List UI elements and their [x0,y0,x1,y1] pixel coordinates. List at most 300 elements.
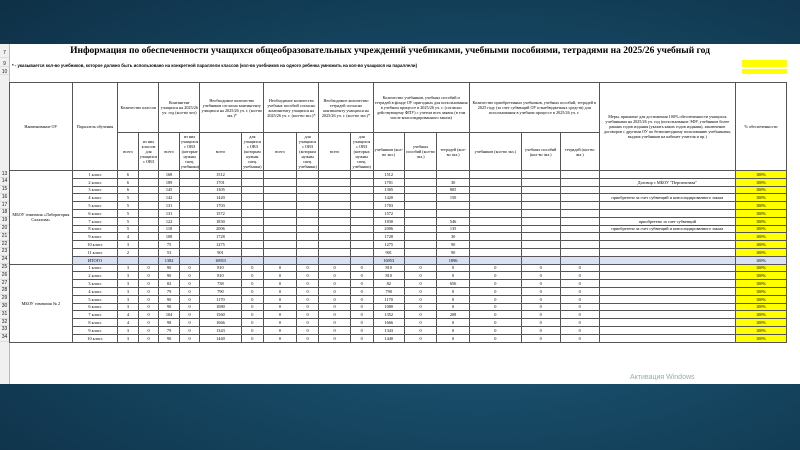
cell-pc[interactable]: 100% [735,233,786,241]
cell-nto[interactable]: 0 [350,334,373,342]
school-name-cell[interactable]: МБОУ гимназия № 2 [10,264,73,342]
cell-s[interactable]: 53 [159,248,180,256]
cell-ms[interactable]: Договор с МБОУ "Перспектива" [599,178,735,186]
cell-mno[interactable]: 0 [296,272,319,280]
cell-am[interactable] [521,202,560,210]
cell-an[interactable] [560,233,599,241]
cell-p[interactable]: 10 класс [72,241,117,249]
cell-fm[interactable]: 0 [404,295,436,303]
cell-tb[interactable]: 1170 [200,295,241,303]
cell-s[interactable]: 79 [159,287,180,295]
cell-s[interactable]: 90 [159,303,180,311]
cell-ov[interactable]: 0 [138,264,159,272]
cell-tbo[interactable] [241,217,264,225]
row-number[interactable]: 30 [1,303,8,310]
cell-fn[interactable]: 0 [437,303,469,311]
cell-nt[interactable]: 0 [319,311,350,319]
row-number[interactable]: 25 [1,264,8,271]
cell-so[interactable] [179,186,200,194]
cell-ov[interactable]: 0 [138,326,159,334]
cell-so[interactable] [179,194,200,202]
cell-fm[interactable]: 0 [404,334,436,342]
cell-s[interactable]: 131 [159,202,180,210]
cell-am[interactable] [521,225,560,233]
cell-tbo[interactable] [241,225,264,233]
cell-ft[interactable]: 790 [373,287,404,295]
cell-am[interactable] [521,186,560,194]
cell-at[interactable] [469,171,521,179]
cell-mn[interactable]: 0 [264,280,296,288]
cell-pc[interactable]: 100% [735,272,786,280]
cell-pc[interactable]: 100% [735,225,786,233]
cell-ms[interactable] [599,295,735,303]
cell-fm[interactable] [404,233,436,241]
cell-fm[interactable] [404,186,436,194]
cell-pc[interactable]: 100% [735,303,786,311]
cell-fm[interactable] [404,217,436,225]
cell-tbo[interactable] [241,171,264,179]
cell-tb[interactable]: 1572 [200,209,241,217]
cell-nt[interactable] [319,241,350,249]
cell-tb[interactable]: 1666 [200,319,241,327]
cell-ft[interactable]: 1572 [373,209,404,217]
cell-am[interactable]: 0 [521,334,560,342]
cell-ft[interactable]: 1352 [373,311,404,319]
cell-nto[interactable]: 0 [350,264,373,272]
cell-fm[interactable] [404,209,436,217]
cell-ft[interactable]: 1830 [373,217,404,225]
cell-fn[interactable]: 135 [437,225,469,233]
cell-ms[interactable] [599,287,735,295]
cell-am[interactable]: 0 [521,272,560,280]
cell-tbo[interactable] [241,194,264,202]
cell-ft[interactable]: 82 [373,280,404,288]
cell-tb[interactable]: 810 [200,264,241,272]
cell-pc[interactable]: 100% [735,311,786,319]
cell-at[interactable] [469,225,521,233]
cell-am[interactable]: 0 [521,319,560,327]
cell-nt[interactable] [319,209,350,217]
cell-tbo[interactable] [241,209,264,217]
row-number[interactable]: 31 [1,310,8,317]
cell-nto[interactable] [350,233,373,241]
row-number[interactable]: 33 [1,326,8,333]
cell-am[interactable]: 0 [521,287,560,295]
cell-tb[interactable]: 1701 [200,178,241,186]
cell-tbo[interactable] [241,256,264,264]
cell-at[interactable] [469,186,521,194]
cell-tb[interactable]: 901 [200,248,241,256]
cell-c[interactable]: 3 [118,241,139,249]
cell-ms[interactable] [599,319,735,327]
cell-an[interactable]: 0 [560,319,599,327]
cell-ft[interactable]: 1343 [373,326,404,334]
cell-nto[interactable]: 0 [350,280,373,288]
cell-mn[interactable] [264,256,296,264]
cell-so[interactable] [179,209,200,217]
cell-nt[interactable]: 0 [319,334,350,342]
cell-ov[interactable]: 0 [138,287,159,295]
cell-fn[interactable]: 150 [437,194,469,202]
row-number[interactable]: 32 [1,318,8,325]
cell-pc[interactable]: 100% [735,194,786,202]
cell-fn[interactable]: 546 [437,217,469,225]
cell-nto[interactable]: 0 [350,272,373,280]
cell-p[interactable]: 11 класс [72,248,117,256]
cell-p[interactable]: 2 класс [72,272,117,280]
cell-tbo[interactable] [241,241,264,249]
cell-mno[interactable] [296,248,319,256]
cell-an[interactable] [560,248,599,256]
cell-c[interactable]: 5 [118,202,139,210]
cell-pc[interactable]: 100% [735,264,786,272]
cell-tbo[interactable]: 0 [241,326,264,334]
cell-so[interactable] [179,233,200,241]
cell-p[interactable]: 8 класс [72,319,117,327]
cell-fn[interactable]: 805 [437,186,469,194]
cell-ov[interactable] [138,225,159,233]
cell-at[interactable]: 0 [469,295,521,303]
cell-ov[interactable]: 0 [138,280,159,288]
cell-fn[interactable] [437,171,469,179]
cell-s[interactable]: 75 [159,241,180,249]
cell-ov[interactable] [138,248,159,256]
cell-fm[interactable] [404,225,436,233]
cell-pc[interactable]: 100% [735,256,786,264]
cell-mno[interactable]: 0 [296,303,319,311]
school-name-cell[interactable]: МБОУ гимназия «Лаборатория Салахова» [10,171,73,265]
cell-at[interactable] [469,248,521,256]
cell-ms[interactable] [599,256,735,264]
cell-ov[interactable] [138,233,159,241]
cell-ms[interactable]: приобретено за счет субвенций [599,217,735,225]
cell-ms[interactable] [599,303,735,311]
cell-fn[interactable] [437,209,469,217]
cell-nt[interactable] [319,233,350,241]
cell-at[interactable] [469,194,521,202]
row-number[interactable]: 18 [1,209,8,216]
cell-tbo[interactable] [241,186,264,194]
cell-nto[interactable] [350,248,373,256]
cell-am[interactable] [521,217,560,225]
cell-at[interactable]: 0 [469,272,521,280]
cell-tbo[interactable] [241,178,264,186]
cell-nt[interactable] [319,225,350,233]
cell-so[interactable]: 0 [179,334,200,342]
row-number[interactable]: 19 [1,217,8,224]
cell-am[interactable]: 0 [521,295,560,303]
cell-tbo[interactable]: 0 [241,280,264,288]
cell-tb[interactable]: 16953 [200,256,241,264]
cell-fn[interactable] [437,202,469,210]
cell-nto[interactable] [350,202,373,210]
cell-fm[interactable] [404,256,436,264]
cell-nt[interactable]: 0 [319,264,350,272]
cell-tb[interactable]: 810 [200,272,241,280]
cell-ft[interactable]: 1305 [373,186,404,194]
cell-mn[interactable] [264,248,296,256]
cell-am[interactable] [521,248,560,256]
cell-pc[interactable]: 100% [735,334,786,342]
cell-tb[interactable]: 1560 [200,311,241,319]
cell-ft[interactable]: 1440 [373,334,404,342]
cell-fn[interactable]: 0 [437,319,469,327]
cell-ov[interactable] [138,178,159,186]
cell-nt[interactable] [319,171,350,179]
cell-mn[interactable] [264,233,296,241]
row-number[interactable]: 26 [1,271,8,278]
row-number[interactable]: 15 [1,186,8,193]
cell-an[interactable] [560,186,599,194]
cell-nto[interactable] [350,186,373,194]
cell-nto[interactable] [350,256,373,264]
cell-so[interactable]: 0 [179,272,200,280]
cell-an[interactable] [560,178,599,186]
cell-mno[interactable] [296,225,319,233]
row-number[interactable]: 34 [1,334,8,341]
cell-so[interactable] [179,217,200,225]
cell-ms[interactable]: приобретено за счет субвенций и консолидированного заказа [599,225,735,233]
cell-p[interactable]: 3 класс [72,280,117,288]
cell-so[interactable] [179,202,200,210]
cell-an[interactable]: 0 [560,264,599,272]
cell-p[interactable]: 3 класс [72,186,117,194]
cell-pc[interactable]: 100% [735,319,786,327]
cell-tb[interactable]: 1275 [200,241,241,249]
cell-p[interactable]: 4 класс [72,194,117,202]
cell-pc[interactable]: 100% [735,186,786,194]
cell-fm[interactable] [404,241,436,249]
cell-c[interactable]: 3 [118,287,139,295]
cell-fm[interactable]: 0 [404,264,436,272]
cell-at[interactable]: 0 [469,319,521,327]
cell-mno[interactable]: 0 [296,280,319,288]
cell-an[interactable]: 0 [560,334,599,342]
cell-c[interactable]: 5 [118,225,139,233]
cell-tbo[interactable] [241,248,264,256]
cell-an[interactable] [560,217,599,225]
cell-ft[interactable]: 1512 [373,171,404,179]
cell-ov[interactable] [138,209,159,217]
cell-c[interactable]: 3 [118,326,139,334]
cell-fm[interactable]: 0 [404,280,436,288]
cell-pc[interactable]: 100% [735,171,786,179]
cell-fm[interactable] [404,171,436,179]
cell-nt[interactable]: 0 [319,303,350,311]
cell-am[interactable]: 0 [521,326,560,334]
cell-pc[interactable]: 100% [735,209,786,217]
row-number[interactable]: 27 [1,279,8,286]
cell-s[interactable]: 82 [159,280,180,288]
cell-mn[interactable] [264,217,296,225]
cell-p[interactable]: 6 класс [72,303,117,311]
cell-mn[interactable] [264,241,296,249]
cell-ft[interactable]: 1701 [373,178,404,186]
cell-fn[interactable]: 30 [437,178,469,186]
cell-fn[interactable]: 656 [437,280,469,288]
cell-fn[interactable]: 0 [437,272,469,280]
cell-nto[interactable] [350,194,373,202]
row-number[interactable]: 7 [0,48,9,58]
cell-am[interactable]: 0 [521,303,560,311]
cell-c[interactable]: 4 [118,319,139,327]
cell-pc[interactable]: 100% [735,248,786,256]
cell-pc[interactable]: 100% [735,280,786,288]
cell-c[interactable]: 5 [118,209,139,217]
cell-am[interactable]: 0 [521,311,560,319]
cell-c[interactable]: 4 [118,233,139,241]
cell-tb[interactable]: 1343 [200,326,241,334]
cell-s[interactable]: 90 [159,272,180,280]
cell-mno[interactable] [296,194,319,202]
cell-nto[interactable] [350,217,373,225]
cell-nt[interactable] [319,256,350,264]
cell-tb[interactable]: 1728 [200,233,241,241]
cell-at[interactable]: 0 [469,334,521,342]
cell-tb[interactable]: 1305 [200,186,241,194]
cell-an[interactable] [560,256,599,264]
cell-ms[interactable] [599,334,735,342]
cell-so[interactable] [179,241,200,249]
cell-so[interactable]: 0 [179,295,200,303]
cell-ms[interactable] [599,241,735,249]
cell-ft[interactable]: 1728 [373,233,404,241]
cell-mno[interactable] [296,209,319,217]
row-number[interactable]: 9 [0,61,9,67]
cell-mn[interactable]: 0 [264,334,296,342]
cell-an[interactable] [560,202,599,210]
cell-ft[interactable]: 1275 [373,241,404,249]
cell-s[interactable]: 142 [159,194,180,202]
cell-tbo[interactable]: 0 [241,319,264,327]
cell-c[interactable]: 2 [118,248,139,256]
cell-ms[interactable] [599,186,735,194]
cell-pc[interactable]: 100% [735,326,786,334]
cell-p[interactable]: 5 класс [72,202,117,210]
cell-tbo[interactable]: 0 [241,272,264,280]
cell-fn[interactable]: 0 [437,287,469,295]
cell-tbo[interactable]: 0 [241,264,264,272]
cell-s[interactable]: 108 [159,233,180,241]
cell-mn[interactable]: 0 [264,319,296,327]
row-number[interactable]: 22 [1,240,8,247]
cell-ms[interactable] [599,311,735,319]
cell-nt[interactable] [319,178,350,186]
cell-mno[interactable] [296,202,319,210]
cell-mno[interactable] [296,217,319,225]
cell-s[interactable]: 90 [159,264,180,272]
row-number[interactable]: 21 [1,232,8,239]
cell-an[interactable] [560,241,599,249]
cell-at[interactable]: 0 [469,280,521,288]
cell-so[interactable] [179,256,200,264]
cell-pc[interactable]: 100% [735,241,786,249]
cell-am[interactable] [521,233,560,241]
cell-p[interactable]: 9 класс [72,326,117,334]
cell-am[interactable] [521,256,560,264]
cell-at[interactable]: 0 [469,303,521,311]
cell-fm[interactable]: 0 [404,303,436,311]
cell-fm[interactable] [404,202,436,210]
cell-p[interactable]: 6 класс [72,209,117,217]
cell-s[interactable]: 122 [159,217,180,225]
cell-tbo[interactable]: 0 [241,303,264,311]
cell-fm[interactable]: 0 [404,311,436,319]
cell-tb[interactable]: 1420 [200,194,241,202]
cell-so[interactable]: 0 [179,303,200,311]
cell-tbo[interactable]: 0 [241,295,264,303]
cell-ov[interactable] [138,171,159,179]
cell-an[interactable]: 0 [560,303,599,311]
cell-ft[interactable]: 16953 [373,256,404,264]
cell-an[interactable]: 0 [560,287,599,295]
cell-pc[interactable]: 100% [735,178,786,186]
cell-c[interactable]: 4 [118,311,139,319]
cell-nto[interactable] [350,209,373,217]
cell-tb[interactable]: 1830 [200,217,241,225]
row-number[interactable]: 23 [1,248,8,255]
cell-tbo[interactable]: 0 [241,287,264,295]
cell-ms[interactable] [599,248,735,256]
cell-am[interactable]: 0 [521,280,560,288]
cell-c[interactable] [118,256,139,264]
row-number[interactable]: 29 [1,295,8,302]
cell-ms[interactable] [599,233,735,241]
cell-fn[interactable]: 0 [437,334,469,342]
cell-ft[interactable]: 1420 [373,194,404,202]
cell-fn[interactable]: 0 [437,264,469,272]
cell-nto[interactable] [350,171,373,179]
cell-am[interactable] [521,209,560,217]
cell-fn[interactable]: 30 [437,233,469,241]
cell-so[interactable]: 0 [179,319,200,327]
cell-so[interactable]: 0 [179,311,200,319]
row-number[interactable]: 20 [1,225,8,232]
cell-nt[interactable] [319,217,350,225]
cell-mn[interactable] [264,209,296,217]
cell-at[interactable] [469,241,521,249]
cell-mn[interactable] [264,225,296,233]
row-number[interactable]: 10 [1,69,8,75]
cell-s[interactable]: 90 [159,334,180,342]
cell-nt[interactable]: 0 [319,319,350,327]
cell-ms[interactable] [599,264,735,272]
cell-at[interactable]: 0 [469,311,521,319]
cell-c[interactable]: 5 [118,217,139,225]
cell-am[interactable]: 0 [521,264,560,272]
cell-nto[interactable] [350,178,373,186]
cell-tbo[interactable]: 0 [241,311,264,319]
cell-ms[interactable] [599,171,735,179]
cell-fm[interactable]: 0 [404,326,436,334]
cell-s[interactable]: 168 [159,171,180,179]
cell-p[interactable]: 10 класс [72,334,117,342]
cell-p[interactable]: 1 класс [72,171,117,179]
cell-at[interactable]: 0 [469,326,521,334]
cell-mn[interactable]: 0 [264,264,296,272]
cell-c[interactable]: 6 [118,171,139,179]
cell-c[interactable]: 6 [118,186,139,194]
cell-fm[interactable] [404,194,436,202]
cell-p[interactable]: 2 класс [72,178,117,186]
cell-mn[interactable] [264,186,296,194]
cell-so[interactable] [179,171,200,179]
cell-mn[interactable]: 0 [264,303,296,311]
cell-so[interactable] [179,225,200,233]
cell-am[interactable] [521,194,560,202]
cell-mno[interactable] [296,178,319,186]
cell-nt[interactable] [319,248,350,256]
